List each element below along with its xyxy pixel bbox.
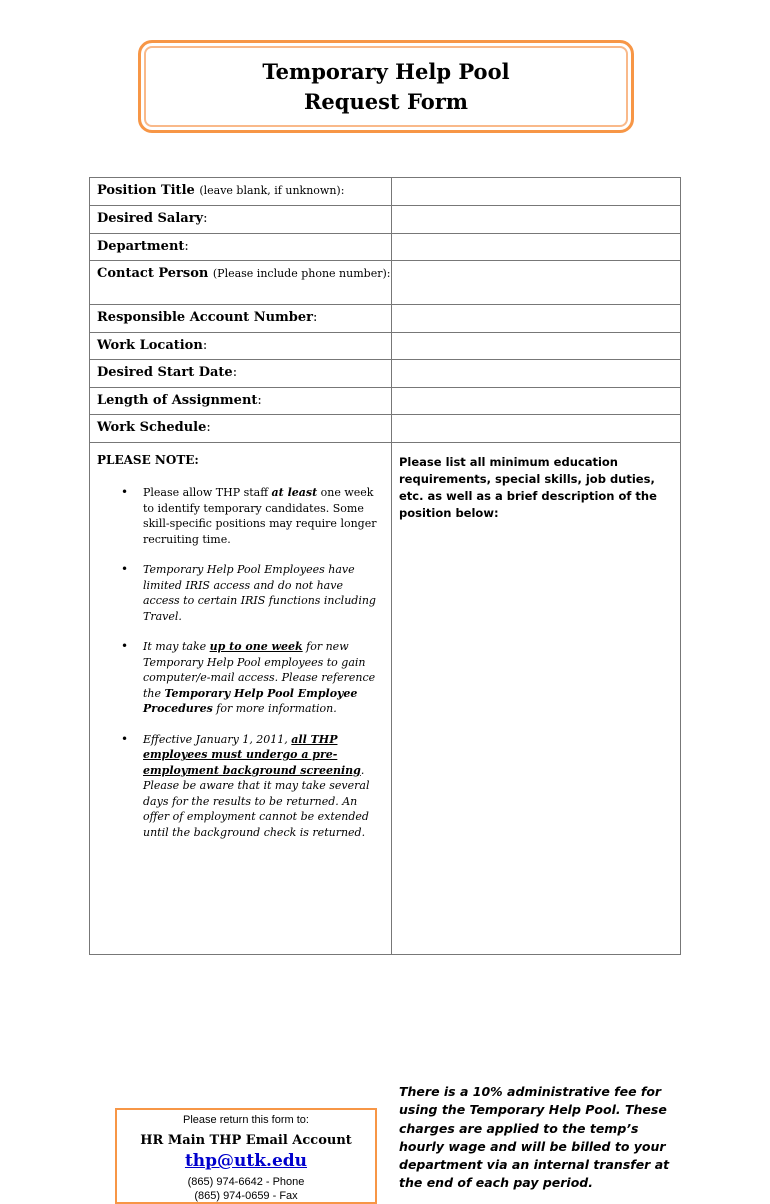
field-label: Responsible Account Number <box>97 310 314 325</box>
requirements-prompt: Please list all minimum education requirements, special skills, job duties, etc. as well as a brief description of the position below: <box>399 455 657 520</box>
notes-heading: PLEASE NOTE: <box>97 453 199 467</box>
field-row-work-schedule: Work Schedule: <box>90 415 681 443</box>
form-title-line1: Temporary Help Pool <box>262 58 510 84</box>
field-label: Length of Assignment <box>97 393 258 408</box>
work-schedule-input[interactable] <box>392 415 681 443</box>
position-title-input[interactable] <box>392 178 681 206</box>
assignment-length-input[interactable] <box>392 388 681 415</box>
field-label: Contact Person <box>97 266 209 281</box>
desired-salary-input[interactable] <box>392 206 681 234</box>
form-title-box <box>138 40 634 133</box>
note-item: • Temporary Help Pool Employees have limited IRIS access and do not have access to certain IRIS functions including Travel. <box>143 562 379 624</box>
return-account: HR Main THP Email Account <box>140 1133 352 1148</box>
field-row-assignment-length: Length of Assignment: <box>90 388 681 415</box>
field-row-position-title <box>90 178 681 206</box>
field-row-start-date: Desired Start Date: <box>90 360 681 388</box>
field-row-contact-person <box>90 261 681 305</box>
field-row-account-number: Responsible Account Number: <box>90 305 681 333</box>
field-row-desired-salary: Desired Salary: <box>90 206 681 234</box>
fee-note: There is a 10% administrative fee for using the Temporary Help Pool. These charges are applied to the temp’s hourly wage and will be billed to your department via an internal transfer at the end of each pay period. <box>399 1084 670 1191</box>
note-item: • It may take up to one week for new Temporary Help Pool employees to gain computer/e-mail access. Please reference the Temporary Help Pool Employee Procedures for more information. <box>143 639 379 717</box>
form-title-line2: Request Form <box>303 88 468 114</box>
field-label: Position Title <box>97 183 195 198</box>
requirements-input[interactable] <box>392 443 681 1191</box>
field-row-work-location: Work Location: <box>90 333 681 360</box>
work-location-input[interactable] <box>392 333 681 360</box>
start-date-input[interactable] <box>392 360 681 388</box>
department-input[interactable] <box>392 234 681 261</box>
return-info-box <box>115 1108 377 1204</box>
field-label: Work Schedule <box>97 420 207 435</box>
field-label: Desired Salary <box>97 211 204 226</box>
fax-number: (865) 974-0659 - Fax <box>194 1190 298 1202</box>
notes-cell <box>90 443 392 1202</box>
notes-row <box>90 443 681 955</box>
note-item: • Effective January 1, 2011, all THP employees must undergo a pre-employment background screening. Please be aware that it may take several days for the results to be returned. An offer of employment cannot be extended until the background check is returned. <box>143 732 379 841</box>
contact-person-input[interactable] <box>392 261 681 305</box>
field-sublabel: (leave blank, if unknown): <box>199 184 345 197</box>
field-row-department: Department: <box>90 234 681 261</box>
account-number-input[interactable] <box>392 305 681 333</box>
field-label: Desired Start Date <box>97 365 233 380</box>
field-label: Department <box>97 239 185 254</box>
field-sublabel: (Please include phone number): <box>212 267 391 280</box>
notes-list <box>90 485 391 840</box>
request-form-table <box>89 177 681 1202</box>
email-link[interactable]: thp@utk.edu <box>184 1151 308 1171</box>
phone-number: (865) 974-6642 - Phone <box>187 1176 305 1188</box>
return-instruction: Please return this form to: <box>183 1114 309 1126</box>
field-label: Work Location <box>97 338 203 353</box>
note-item: • Please allow THP staff at least one week to identify temporary candidates. Some skill-specific positions may require longer recruiting time. <box>143 485 379 547</box>
